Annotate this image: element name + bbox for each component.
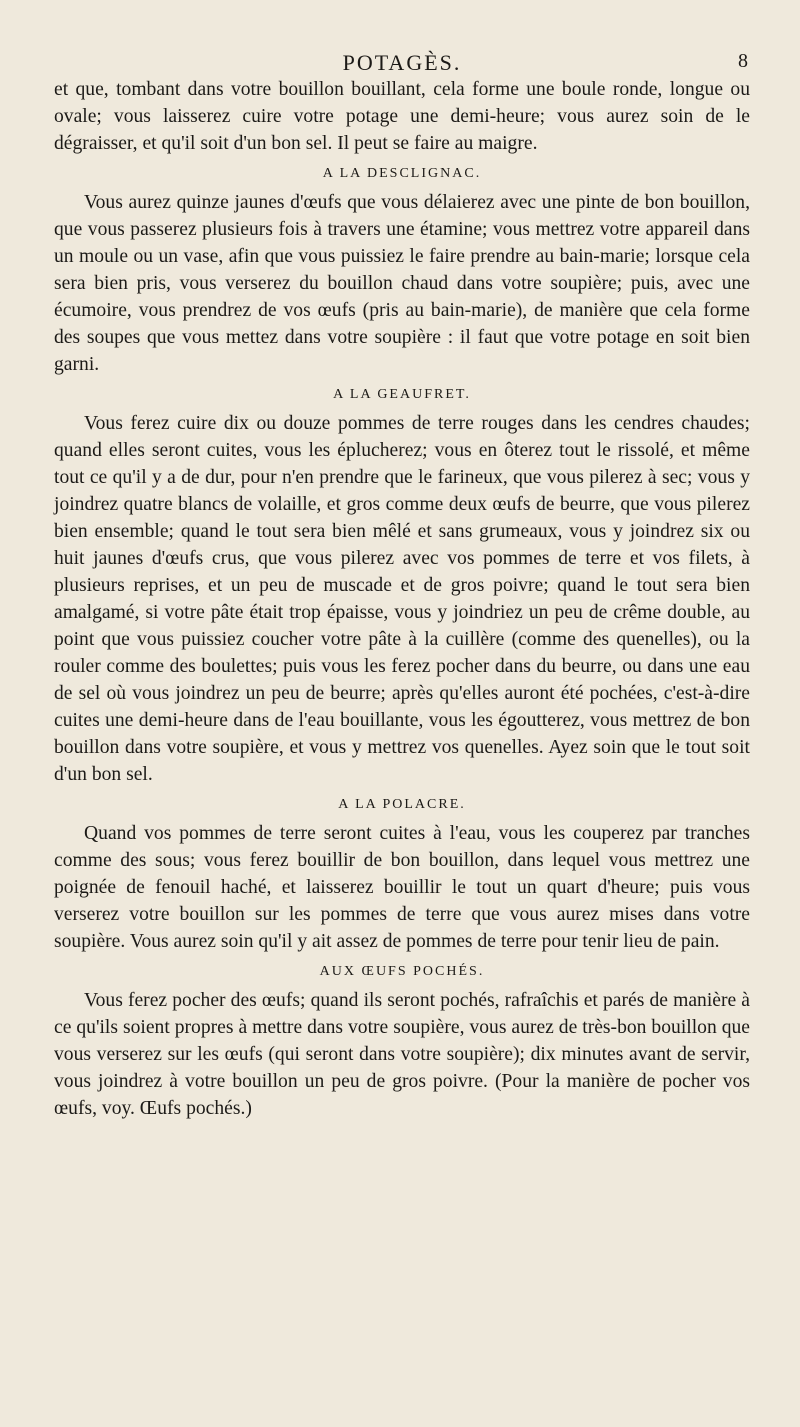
intro-paragraph: et que, tombant dans votre bouillon bouillant, cela forme une boule ronde, longue ou ovale; vous laisserez cuire votre potage une demi-heure; vous aurez soin de le dégraisser, et qu'il soit d'un bon sel. Il peut se faire au maigre. [54,79,750,154]
paragraph-oeufs-poches: Vous ferez pocher des œufs; quand ils seront pochés, rafraîchis et parés de manière à ce qu'ils soient propres à mettre dans votre soupière, vous aurez de très-bon bouillon que vous verserez sur les œufs (qui seront dans votre soupière); dix minutes avant de servir, vous joindrez à votre bouillon un peu de gros poivre. (Pour la manière de pocher vos œufs, voy. Œufs pochés.) [54,990,750,1119]
section-title-desclignac: A LA DESCLIGNAC. [322,166,482,181]
section-title-polacre: A LA POLACRE. [338,797,466,812]
paragraph-polacre: Quand vos pommes de terre seront cuites à l'eau, vous les couperez par tranches comme des sous; vous ferez bouillir de bon bouillon, dans lequel vous mettrez une poignée de fenouil haché, et laisserez bouillir le tout un quart d'heure; puis vous verserez votre bouillon sur les pommes de terre que vous aurez mises dans votre soupière. Vous aurez soin qu'il y ait assez de pommes de terre pour tenir lieu de pain. [54,823,750,952]
section-title-geaufret: A LA GEAUFRET. [333,387,471,402]
paragraph-desclignac: Vous aurez quinze jaunes d'œufs que vous délaierez avec une pinte de bon bouillon, que vous passerez plusieurs fois à travers une étamine; vous mettrez votre appareil dans un moule ou un vase, afin que vous puissiez le faire prendre au bain-marie; lorsque cela sera bien pris, vous verserez du bouillon chaud dans votre soupière; puis, avec une écumoire, vous prendrez de vos œufs (pris au bain-marie), de manière que cela forme des soupes que vous mettez dans votre soupière : il faut que votre potage en soit bien garni. [54,192,750,375]
page-number: 8 [738,50,748,72]
paragraph-geaufret: Vous ferez cuire dix ou douze pommes de terre rouges dans les cendres chaudes; quand elles seront cuites, vous les éplucherez; vous en ôterez tout le rissolé, et même tout ce qu'il y a de dur, pour n'en prendre que le farineux, que vous pilerez à sec; vous y joindrez quatre blancs de volaille, et gros comme deux œufs de beurre, que vous pilerez bien ensemble; quand le tout sera bien mêlé et sans grumeaux, vous y joindrez six ou huit jaunes d'œufs crus, que vous pilerez avec vos pommes de terre et vos filets, à plusieurs reprises, et un peu de muscade et de gros poivre; quand le tout sera bien amalgamé, si votre pâte était trop épaisse, vous y joindriez un peu de crême double, au point que vous puissiez coucher votre pâte à la cuillère (comme des quenelles), ou la rouler comme des boulettes; puis vous les ferez pocher dans du beurre, ou dans une eau de sel où vous joindrez un peu de beurre; après qu'elles auront été pochées, c'est-à-dire cuites une demi-heure dans de l'eau bouillante, vous les égoutterez, vous mettrez de bon bouillon dans votre soupière, et vous y mettrez vos quenelles. Ayez soin que le tout soit d'un bon sel. [54,413,750,785]
page-header [54,44,750,74]
running-title: POTAGÈS. [342,50,462,75]
section-title-oeufs-poches: AUX ŒUFS POCHÉS. [319,964,485,979]
